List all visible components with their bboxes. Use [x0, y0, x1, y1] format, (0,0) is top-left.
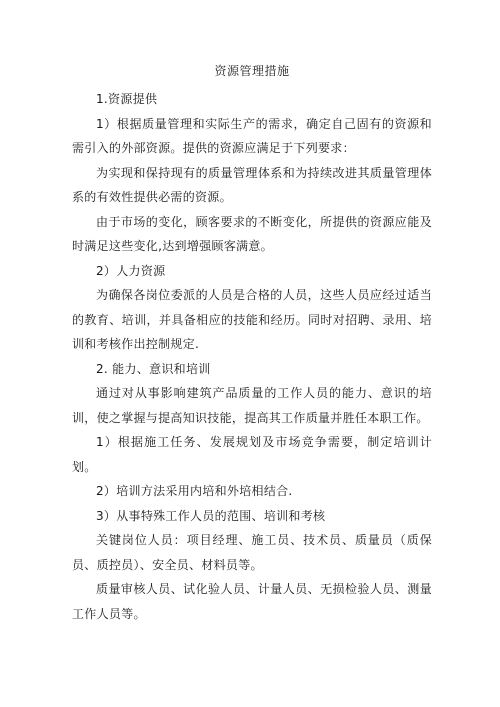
paragraph-key-positions: 关键岗位人员：项目经理、施工员、技术员、质量员（质保员、质控员）、安全员、材料员等。 [72, 533, 432, 572]
subheading-human-resources: 2）人力资源 [96, 263, 166, 278]
section-heading-resource-provision: 1.资源提供 [96, 92, 158, 106]
document-title: 资源管理措施 [214, 64, 290, 78]
paragraph-training-purpose: 通过对从事影响建筑产品质量的工作人员的能力、意识的培训，使之掌握与提高知识技能，提高其工作质量并胜任本职工作。 [72, 386, 432, 425]
paragraph-qualified-personnel: 为确保各岗位委派的人员是合格的人员，这些人员应经过适当的教育、培训，并具备相应的技能和经历。同时对招聘、录用、培训和考核作出控制规定. [72, 288, 432, 351]
paragraph-necessary-resources: 为实现和保持现有的质量管理体系和为持续改进其质量管理体系的有效性提供必需的资源。 [72, 165, 432, 204]
paragraph-market-changes: 由于市场的变化，顾客要求的不断变化，所提供的资源应能及时满足这些变化,达到增强顾客满意。 [72, 214, 432, 253]
section-heading-competence-training: 2. 能力、意识和培训 [96, 361, 211, 376]
subheading-special-personnel: 3）从事特殊工作人员的范围、培训和考核 [96, 508, 326, 523]
paragraph-audit-personnel: 质量审核人员、试化验人员、计量人员、无损检验人员、测量工作人员等。 [72, 582, 432, 621]
paragraph-resource-requirements: 1）根据质量管理和实际生产的需求，确定自己固有的资源和需引入的外部资源。提供的资源应满足于下列要求： [72, 116, 432, 155]
paragraph-training-method: 2）培训方法采用内培和外培相结合. [96, 484, 293, 498]
paragraph-training-plan: 1）根据施工任务、发展规划及市场竞争需要，制定培训计划。 [72, 435, 432, 474]
